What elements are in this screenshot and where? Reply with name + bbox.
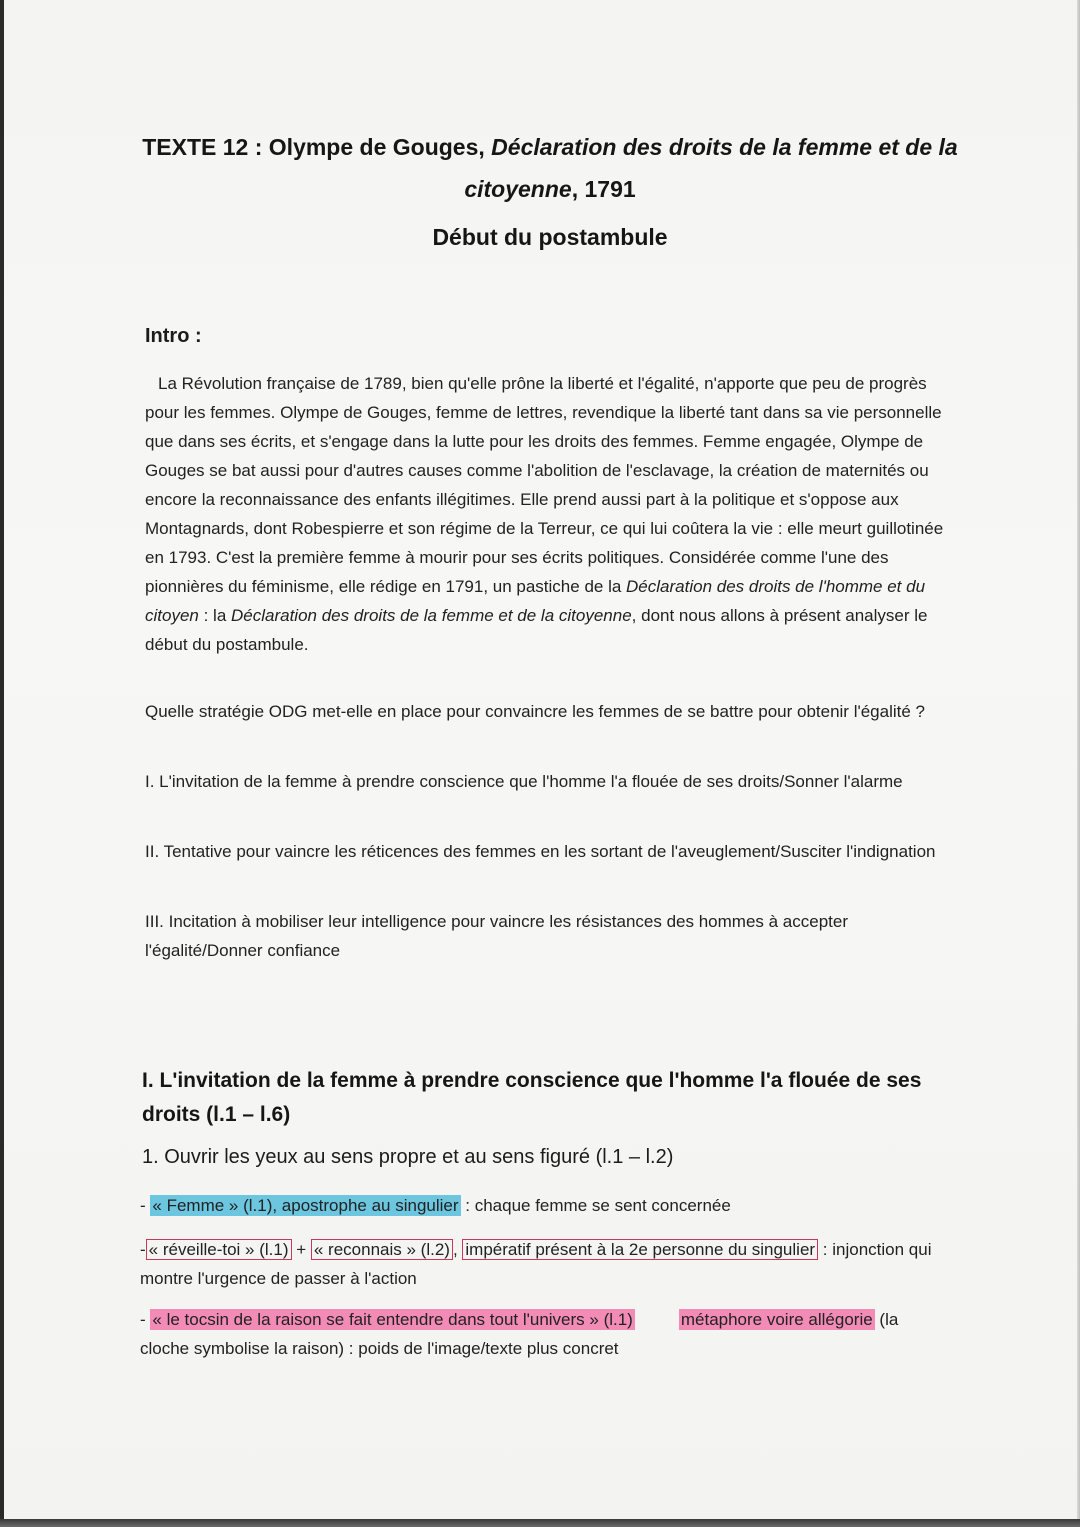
problematic-question: Quelle stratégie ODG met-elle en place pour convaincre les femmes de se battre pour obtenir l'égalité ? [145,702,925,721]
section-1-heading: I. L'invitation de la femme à prendre conscience que l'homme l'a flouée de ses droits (l.1 – l.6) [142,1069,922,1126]
plan-item-1: I. L'invitation de la femme à prendre conscience que l'homme l'a flouée de ses droits/Sonner l'alarme [145,772,903,791]
intro-paragraph [145,369,960,659]
intro-italic-2: Déclaration des droits de la femme et de la citoyenne [231,606,632,625]
note-2-box-1: « réveille-toi » (l.1) [146,1239,292,1260]
page-edge-left [0,0,4,1527]
note-1-rest: : chaque femme se sent concernée [460,1196,731,1215]
note-2-dash: - [140,1240,146,1259]
intro-text-2: : la [198,606,231,625]
note-3-dash: - [140,1310,151,1329]
title-prefix: TEXTE 12 : Olympe de Gouges, [142,134,492,160]
analysis-note-1 [140,1191,940,1220]
document-subtitle: Début du postambule [432,224,668,250]
analysis-note-3 [140,1305,940,1363]
note-3-rest: (la cloche symbolise la raison) : poids de l'image/texte plus concret [140,1310,899,1358]
note-3-highlight-2: métaphore voire allégorie [680,1310,873,1329]
analysis-note-2 [140,1235,940,1293]
note-3-highlight-1: « le tocsin de la raison se fait entendre dans tout l'univers » (l.1) [152,1310,633,1329]
intro-italic-1: Déclaration des droits de l'homme et du citoyen [145,577,926,625]
note-2-rest: : injonction qui montre l'urgence de passer à l'action [140,1240,932,1288]
note-2-box-2: « reconnais » (l.2) [311,1239,453,1260]
note-2-box-3: impératif présent à la 2e personne du singulier [462,1239,818,1260]
plan-item-3: III. Incitation à mobiliser leur intelligence pour vaincre les résistances des hommes à accepter l'égalité/Donner confiance [145,912,849,960]
note-1-highlight: « Femme » (l.1), apostrophe au singulier [152,1196,459,1215]
intro-heading: Intro : [145,325,202,347]
section-1-subheading: 1. Ouvrir les yeux au sens propre et au sens figuré (l.1 – l.2) [142,1146,674,1168]
title-work: Déclaration des droits de la femme et de la citoyenne [464,134,958,202]
intro-text-3: , dont nous allons à présent analyser le début du postambule. [145,606,928,654]
title-year: , 1791 [571,176,636,202]
document-title [100,126,1000,210]
plan-item-2: II. Tentative pour vaincre les réticences des femmes en les sortant de l'aveuglement/Susciter l'indignation [145,842,936,861]
note-2-plus: + [291,1240,311,1259]
page-edge-bottom [0,1519,1080,1527]
note-1-dash: - [140,1196,151,1215]
note-2-comma: , [452,1240,463,1259]
intro-text-1: La Révolution française de 1789, bien qu'elle prône la liberté et l'égalité, n'apporte que peu de progrès pour les femmes. Olympe de Gouges, femme de lettres, revendique la liberté tant dans sa vie personnelle que dans ses écrits, et s'engage dans la lutte pour les droits des femmes. Femme engagée, Olympe de Gouges se bat aussi pour d'autres causes comme l'abolition de l'esclavage, la création de maternités ou encore la reconnaissance des enfants illégitimes. Elle prend aussi part à la politique et s'oppose aux Montagnards, dont Robespierre et son régime de la Terreur, ce qui lui coûtera la vie : elle meurt guillotinée en 1793. C'est la première femme à mourir pour ses écrits politiques. Considérée comme l'une des pionnières du féminisme, elle rédige en 1791, un pastiche de la [145,374,944,596]
